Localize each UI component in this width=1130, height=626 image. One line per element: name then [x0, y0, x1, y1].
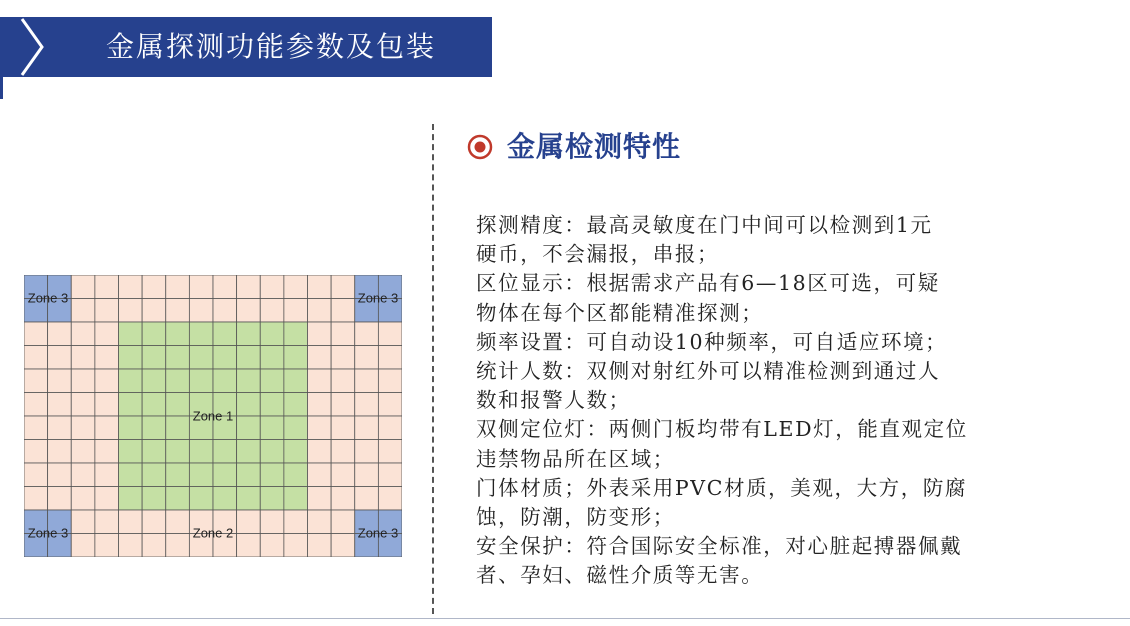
- grid-cell: [189, 463, 213, 487]
- grid-cell: [378, 487, 402, 511]
- grid-cell: [308, 534, 332, 558]
- grid-cell: [48, 346, 72, 370]
- grid-cell: [71, 346, 95, 370]
- grid-cell: [189, 275, 213, 299]
- grid-cell: [48, 487, 72, 511]
- page-title: 金属探测功能参数及包装: [106, 30, 437, 63]
- grid-cell: [119, 322, 143, 346]
- grid-cell: [48, 463, 72, 487]
- grid-cell: [119, 487, 143, 511]
- grid-cell: [213, 275, 237, 299]
- grid-cell: [71, 322, 95, 346]
- grid-cell: [95, 275, 119, 299]
- grid-cell: [119, 393, 143, 417]
- feature-line: 硬币，不会漏报，串报；: [476, 242, 720, 267]
- grid-cell: [48, 416, 72, 440]
- grid-cell: [213, 369, 237, 393]
- zone-label-3-top-left: Zone 3: [27, 290, 69, 306]
- grid-cell: [213, 299, 237, 323]
- grid-cell: [284, 393, 308, 417]
- grid-cell: [142, 487, 166, 511]
- grid-cell: [237, 275, 261, 299]
- feature-line: 物体在每个区都能精准探测；: [476, 300, 764, 325]
- grid-cell: [378, 369, 402, 393]
- grid-cell: [308, 416, 332, 440]
- grid-cell: [378, 440, 402, 464]
- grid-cell: [71, 440, 95, 464]
- grid-cell: [260, 346, 284, 370]
- grid-cell: [166, 487, 190, 511]
- chevron-right-icon: [18, 17, 58, 77]
- grid-cell: [142, 534, 166, 558]
- grid-cell: [284, 299, 308, 323]
- grid-cell: [260, 299, 284, 323]
- zone-label-3-top-right: Zone 3: [357, 290, 399, 306]
- grid-cell: [284, 440, 308, 464]
- grid-cell: [213, 487, 237, 511]
- grid-cell: [355, 393, 379, 417]
- grid-cell: [284, 346, 308, 370]
- grid-cell: [308, 487, 332, 511]
- grid-cell: [260, 275, 284, 299]
- grid-cell: [119, 440, 143, 464]
- feature-line: 数和报警人数；: [476, 388, 631, 413]
- grid-cell: [142, 275, 166, 299]
- grid-cell: [119, 299, 143, 323]
- grid-cell: [378, 463, 402, 487]
- grid-cell: [284, 487, 308, 511]
- grid-cell: [237, 369, 261, 393]
- grid-cell: [284, 463, 308, 487]
- grid-cell: [166, 510, 190, 534]
- grid-cell: [24, 393, 48, 417]
- grid-cell: [189, 440, 213, 464]
- accent-strip: [0, 77, 3, 99]
- grid-cell: [237, 416, 261, 440]
- grid-cell: [355, 487, 379, 511]
- grid-cell: [71, 463, 95, 487]
- grid-cell: [95, 510, 119, 534]
- grid-cell: [142, 369, 166, 393]
- grid-cell: [237, 510, 261, 534]
- grid-cell: [213, 463, 237, 487]
- grid-cell: [284, 322, 308, 346]
- zone-label-3-bottom-left: Zone 3: [27, 525, 69, 541]
- grid-cell: [378, 346, 402, 370]
- grid-cell: [71, 275, 95, 299]
- grid-cell: [24, 440, 48, 464]
- grid-cell: [237, 534, 261, 558]
- grid-cell: [284, 534, 308, 558]
- grid-cell: [355, 463, 379, 487]
- grid-cell: [142, 463, 166, 487]
- grid-cell: [308, 322, 332, 346]
- grid-cell: [378, 416, 402, 440]
- grid-cell: [71, 393, 95, 417]
- grid-cell: [119, 463, 143, 487]
- grid-cell: [355, 416, 379, 440]
- grid-cell: [142, 299, 166, 323]
- grid-cell: [142, 416, 166, 440]
- grid-cell: [71, 416, 95, 440]
- grid-cell: [71, 487, 95, 511]
- grid-cell: [284, 275, 308, 299]
- grid-cell: [213, 346, 237, 370]
- grid-cell: [378, 393, 402, 417]
- grid-cell: [95, 346, 119, 370]
- grid-cell: [331, 369, 355, 393]
- grid-cell: [48, 322, 72, 346]
- grid-cell: [142, 322, 166, 346]
- grid-cell: [189, 487, 213, 511]
- grid-cell: [142, 393, 166, 417]
- zone-label-2: Zone 2: [192, 525, 234, 541]
- grid-cell: [331, 393, 355, 417]
- zone-label-1: Zone 1: [192, 408, 234, 424]
- grid-cell: [308, 369, 332, 393]
- grid-cell: [24, 416, 48, 440]
- grid-cell: [166, 440, 190, 464]
- grid-cell: [308, 463, 332, 487]
- grid-cell: [308, 275, 332, 299]
- grid-cell: [24, 369, 48, 393]
- grid-cell: [237, 393, 261, 417]
- grid-cell: [260, 440, 284, 464]
- grid-cell: [260, 463, 284, 487]
- grid-cell: [142, 510, 166, 534]
- grid-cell: [331, 440, 355, 464]
- feature-line: 双侧定位灯：两侧门板均带有LED灯，能直观定位: [476, 417, 968, 442]
- grid-cell: [331, 299, 355, 323]
- grid-cell: [331, 346, 355, 370]
- grid-cell: [331, 510, 355, 534]
- grid-cell: [331, 275, 355, 299]
- grid-cell: [260, 487, 284, 511]
- grid-cell: [24, 463, 48, 487]
- grid-cell: [166, 416, 190, 440]
- feature-line: 统计人数：双侧对射红外可以精准检测到通过人: [476, 359, 941, 384]
- grid-cell: [189, 299, 213, 323]
- grid-cell: [189, 346, 213, 370]
- grid-cell: [48, 440, 72, 464]
- grid-cell: [260, 416, 284, 440]
- grid-cell: [308, 393, 332, 417]
- feature-line: 蚀，防潮，防变形；: [476, 505, 675, 530]
- grid-cell: [331, 463, 355, 487]
- grid-cell: [166, 534, 190, 558]
- grid-cell: [213, 322, 237, 346]
- grid-cell: [142, 346, 166, 370]
- grid-cell: [237, 299, 261, 323]
- grid-cell: [24, 487, 48, 511]
- zone-grid-diagram: [24, 275, 402, 557]
- grid-cell: [189, 369, 213, 393]
- grid-cell: [166, 346, 190, 370]
- grid-cell: [355, 369, 379, 393]
- grid-cell: [95, 416, 119, 440]
- grid-cell: [142, 440, 166, 464]
- grid-cell: [119, 510, 143, 534]
- grid-cell: [378, 322, 402, 346]
- feature-line: 区位显示：根据需求产品有6—18区可选，可疑: [476, 271, 940, 296]
- grid-cell: [71, 369, 95, 393]
- grid-cell: [308, 299, 332, 323]
- zone-label-3-bottom-right: Zone 3: [357, 525, 399, 541]
- feature-line: 违禁物品所在区域；: [476, 446, 675, 471]
- grid-cell: [237, 440, 261, 464]
- grid-cell: [95, 299, 119, 323]
- grid-cell: [166, 275, 190, 299]
- section-heading: 金属检测特性: [507, 130, 682, 163]
- grid-cell: [119, 369, 143, 393]
- feature-line: 门体材质；外表采用PVC材质，美观，大方，防腐: [476, 475, 968, 500]
- grid-cell: [119, 416, 143, 440]
- grid-cell: [166, 299, 190, 323]
- grid-cell: [284, 369, 308, 393]
- grid-cell: [71, 534, 95, 558]
- grid-cell: [24, 322, 48, 346]
- grid-cell: [355, 346, 379, 370]
- feature-line: 者、孕妇、磁性介质等无害。: [476, 563, 764, 588]
- grid-cell: [260, 393, 284, 417]
- grid-cell: [24, 346, 48, 370]
- grid-cell: [95, 393, 119, 417]
- vertical-divider: [432, 124, 434, 614]
- grid-cell: [166, 369, 190, 393]
- grid-cell: [48, 369, 72, 393]
- grid-cell: [71, 510, 95, 534]
- grid-cell: [237, 463, 261, 487]
- grid-cell: [48, 393, 72, 417]
- grid-cell: [237, 346, 261, 370]
- grid-cell: [95, 369, 119, 393]
- grid-cell: [95, 487, 119, 511]
- feature-list: [476, 211, 1056, 591]
- grid-cell: [331, 534, 355, 558]
- grid-cell: [95, 463, 119, 487]
- grid-cell: [119, 275, 143, 299]
- grid-cell: [331, 487, 355, 511]
- grid-cell: [355, 440, 379, 464]
- feature-line: 安全保护：符合国际安全标准，对心脏起搏器佩戴: [476, 534, 963, 559]
- grid-cell: [331, 322, 355, 346]
- grid-cell: [189, 322, 213, 346]
- grid-cell: [284, 510, 308, 534]
- grid-cell: [284, 416, 308, 440]
- grid-cell: [260, 510, 284, 534]
- grid-cell: [237, 322, 261, 346]
- grid-cell: [95, 322, 119, 346]
- target-circle-icon: [467, 134, 493, 160]
- grid-cell: [166, 463, 190, 487]
- grid-cell: [260, 534, 284, 558]
- grid-cell: [95, 440, 119, 464]
- grid-cell: [213, 440, 237, 464]
- grid-cell: [119, 534, 143, 558]
- grid-cell: [308, 346, 332, 370]
- grid-cell: [355, 322, 379, 346]
- grid-cell: [308, 440, 332, 464]
- grid-cell: [95, 534, 119, 558]
- grid-cell: [260, 322, 284, 346]
- grid-cell: [166, 393, 190, 417]
- feature-line: 频率设置：可自动设10种频率，可自适应环境；: [476, 329, 948, 354]
- grid-cell: [308, 510, 332, 534]
- grid-cell: [71, 299, 95, 323]
- grid-cell: [166, 322, 190, 346]
- grid-cell: [331, 416, 355, 440]
- grid-cell: [119, 346, 143, 370]
- grid-cell: [260, 369, 284, 393]
- feature-line: 探测精度：最高灵敏度在门中间可以检测到1元: [476, 213, 933, 237]
- grid-cell: [237, 487, 261, 511]
- footer-rule: [0, 618, 1130, 619]
